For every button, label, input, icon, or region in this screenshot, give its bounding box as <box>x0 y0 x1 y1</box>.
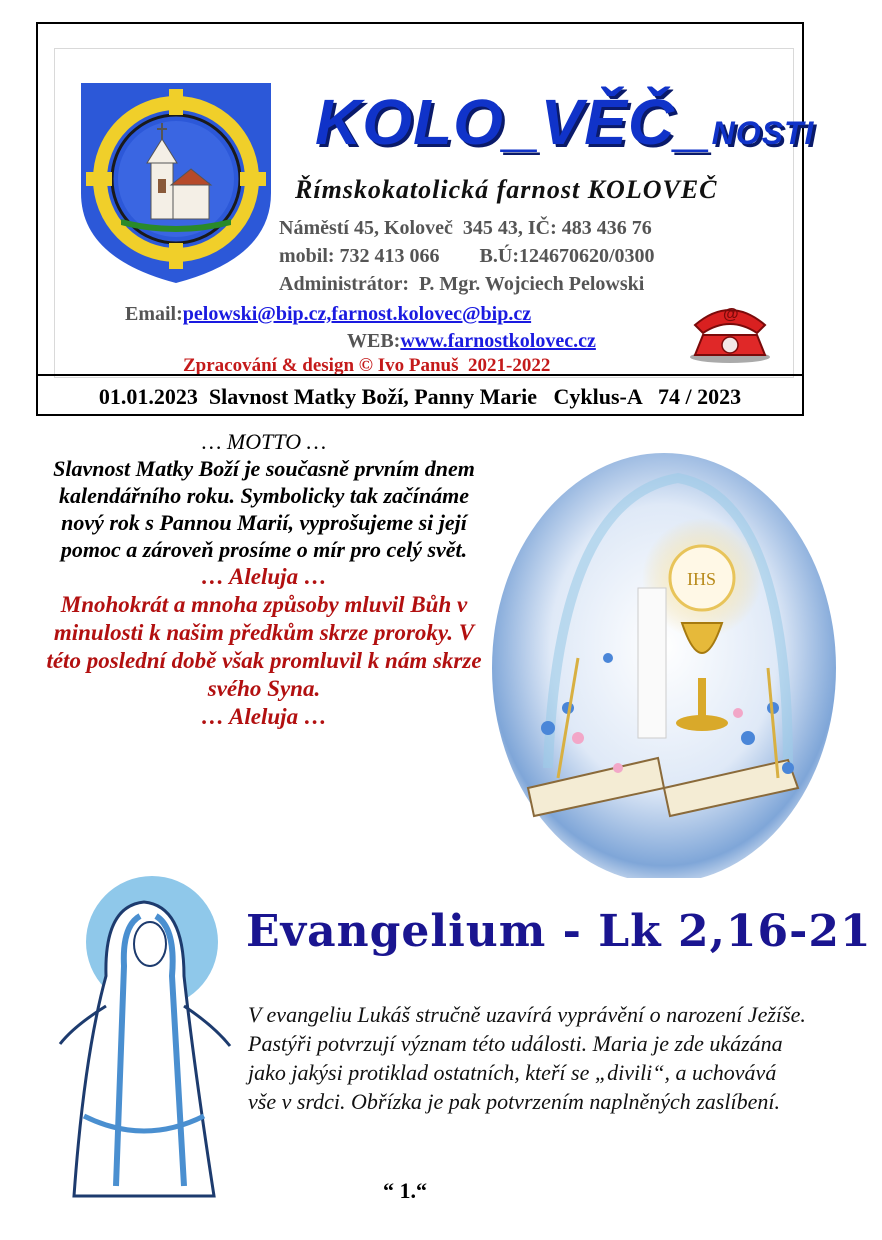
gospel-title: Evangelium - Lk 2,16-21 <box>246 906 872 957</box>
issue-line: 01.01.2023 Slavnost Matky Boží, Panny Marie Cyklus-A 74 / 2023 <box>98 384 742 409</box>
parish-name: Římskokatolická farnost KOLOVEČ <box>295 175 718 204</box>
motto-text: Slavnost Matky Boží je současně prvním dnem kalendářního roku. Symbolicky tak začínáme nový rok s Pannou Marií, vyprošujeme si její pomoc a zároveň prosíme o mír pro celý svět. <box>53 456 475 562</box>
gospel-text: V evangeliu Lukáš stručně uzavírá vyprávění o narození Ježíše. Pastýři potvrzují význam této události. Maria je zde ukázána jako jakýsi protiklad ostatních, kteří se „divili“, a uchovává vše v srdci. Obřízka je pak potvrzením naplněných zaslíbení. <box>248 1002 806 1114</box>
header-divider <box>38 374 802 376</box>
parish-crest-icon <box>81 83 271 283</box>
web-link[interactable]: www.farnostkolovec.cz <box>400 330 596 352</box>
svg-text:IHS: IHS <box>687 569 717 589</box>
aleluja-open: … Aleluja … <box>201 564 327 589</box>
title-small: NOSTI <box>711 115 815 151</box>
email-label: Email: <box>125 303 183 325</box>
svg-text:@: @ <box>723 306 739 323</box>
masthead <box>36 22 815 416</box>
email-line <box>125 303 531 326</box>
eucharist-illustration <box>488 438 840 878</box>
newsletter-title <box>315 85 814 159</box>
email-links[interactable]: pelowski@bip.cz,farnost.kolovec@bip.cz <box>182 303 532 325</box>
title-main: KOLO_VĚČ_ <box>315 86 712 158</box>
masthead-panel <box>54 48 815 378</box>
mobile-bank-line: mobil: 732 413 066 B.Ú:124670620/0300 <box>279 245 655 267</box>
telephone-icon <box>685 295 775 365</box>
web-label: WEB: <box>347 330 401 352</box>
aleluja-close: … Aleluja … <box>201 704 327 729</box>
web-line <box>347 330 596 353</box>
virgin-mary-illustration <box>44 866 244 1206</box>
administrator-line: Administrátor: P. Mgr. Wojciech Pelowski <box>279 273 645 295</box>
aleluja-verse: Mnohokrát a mnoha způsoby mluvil Bůh v minulosti k našim předkům skrze proroky. V této poslední době však promluvil k nám skrze svého Syna. <box>46 592 482 701</box>
motto-section <box>44 428 484 731</box>
motto-heading: … MOTTO … <box>201 429 327 454</box>
page-number: “ 1.“ <box>383 1178 427 1203</box>
address-line: Náměstí 45, Koloveč 345 43, IČ: 483 436 76 <box>279 217 652 239</box>
design-credit: Zpracování & design © Ivo Panuš 2021-2022 <box>183 355 551 376</box>
